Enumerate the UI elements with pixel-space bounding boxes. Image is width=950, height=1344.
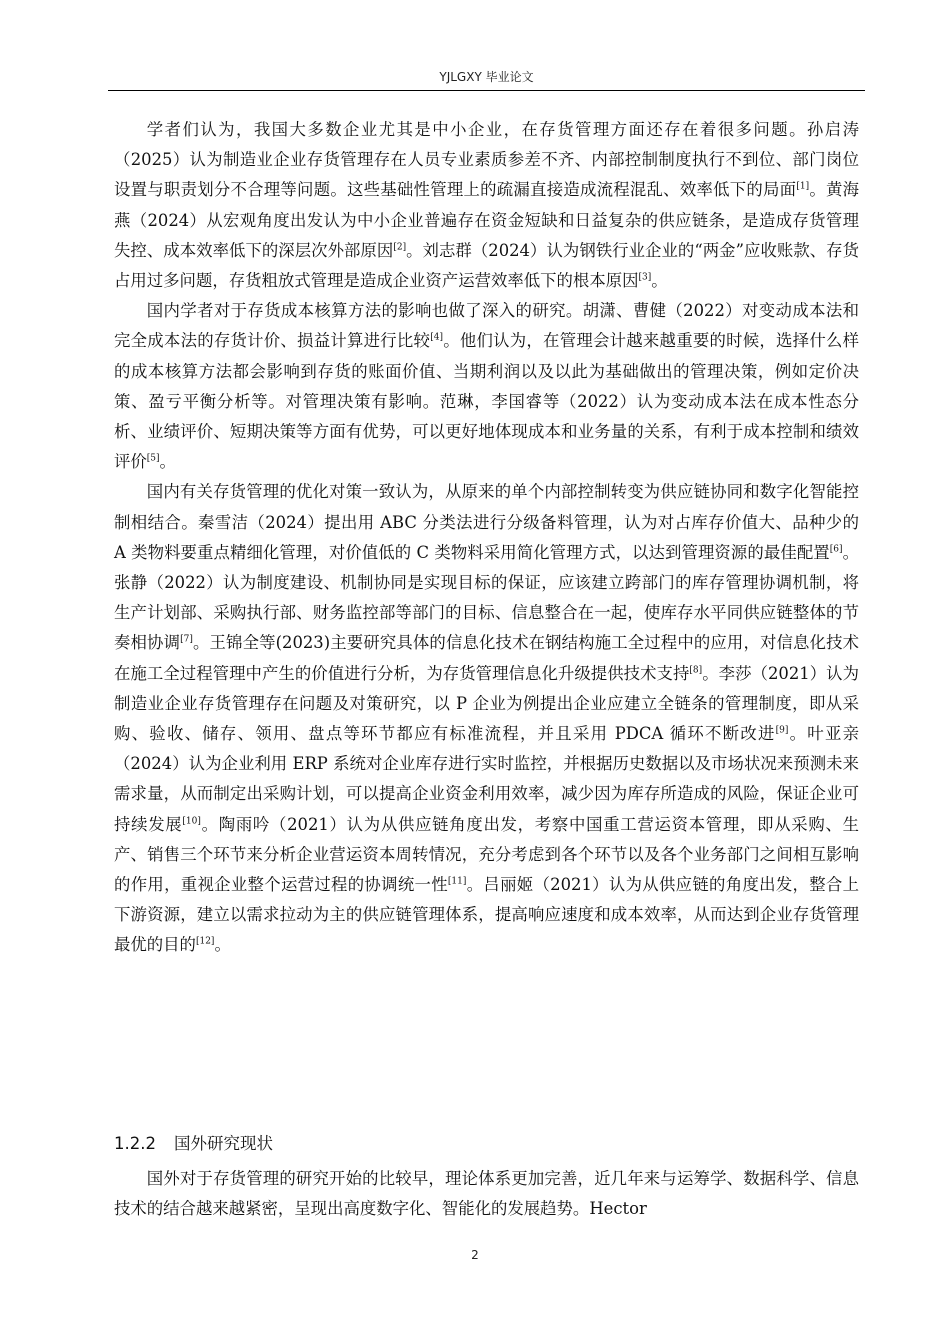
text-run: 。 [159, 452, 176, 472]
citation-marker: [4] [430, 332, 443, 343]
text-run: 。刘志群（2024）认为钢铁行业企业的“两金”应收账款、存货占用过多问题，存货粗放式管理是造成企业资产运营效率低下的根本原因 [114, 240, 859, 291]
text-run: 。叶亚亲（2024）认为企业利用 ERP 系统对企业库存进行实时监控，并根据历史数据以及市场状况来预测未来需求量，从而制定出采购计划，可以提高企业资金利用效率，减少因为库存所造成的风险，保证企业可持续发展 [114, 724, 859, 834]
citation-marker: [7] [180, 634, 193, 645]
paragraph [114, 296, 859, 477]
subsection-heading [114, 1130, 273, 1154]
paragraph: 国外对于存货管理的研究开始的比较早，理论体系更加完善，近几年来与运筹学、数据科学、信息技术的结合越来越紧密，呈现出高度数字化、智能化的发展趋势。Hector [114, 1169, 859, 1219]
subsection-title: 国外研究现状 [174, 1134, 273, 1153]
citation-marker: [10] [182, 816, 201, 827]
citation-marker: [3] [638, 272, 652, 283]
running-header: YJLGXY 毕业论文 [439, 70, 534, 84]
citation-marker: [5] [146, 453, 160, 464]
citation-marker: [6] [829, 544, 843, 555]
body-text-continued [114, 1164, 859, 1224]
text-run: 。陶雨吟（2021）认为从供应链角度出发，考察中国重工营运资本管理，即从采购、生产、销售三个环节来分析企业营运资本周转情况，充分考虑到各个环节以及各个业务部门之间相互影响的作用，重视企业整个运营过程的协调统一性 [114, 814, 860, 895]
header-rule [108, 90, 865, 91]
text-run: 国内学者对于存货成本核算方法的影响也做了深入的研究。胡潇、曹健（2022）对变动成本法和完全成本法的存货计价、损益计算进行比较 [114, 301, 859, 351]
subsection-number: 1.2.2 [114, 1134, 156, 1153]
citation-marker: [1] [796, 181, 810, 192]
text-run: 。他们认为，在管理会计越来越重要的时候，选择什么样的成本核算方法都会影响到存货的账面价值、当期利润以及以此为基础做出的管理决策，例如定价决策、盈亏平衡分析等。对管理决策有影响。范琳，李国睿等（2022）认为变动成本法在成本性态分析、业绩评价、短期决策等方面有优势，可以更好地体现成本和业务量的关系，有利于成本控制和绩效评价 [114, 331, 860, 472]
text-run: 。李莎（2021）认为制造业企业存货管理存在问题及对策研究，以 P 企业为例提出企业应建立全链条的管理制度，即从采购、验收、储存、领用、盘点等环节都应有标准流程，并且采用 PDCA 循环不断改进 [114, 663, 859, 744]
page-number: 2 [471, 1248, 479, 1262]
citation-marker: [11] [447, 876, 467, 887]
paragraph [114, 115, 859, 296]
paragraph [114, 477, 859, 960]
text-run: 。吕丽姬（2021）认为从供应链的角度出发，整合上下游资源，建立以需求拉动为主的供应链管理体系，提高响应速度和成本效率，从而达到企业存货管理最优的目的 [114, 875, 860, 955]
text-run: 。 [651, 271, 668, 291]
citation-marker: [8] [689, 665, 703, 676]
text-run: 国内有关存货管理的优化对策一致认为，从原来的单个内部控制转变为供应链协同和数字化智能控制相结合。秦雪洁（2024）提出用 ABC 分类法进行分级备料管理，认为对占库存价值大、品种少的 A 类物料要重点精细化管理，对价值低的 C 类物料采用简化管理方式，以达到管理资源的最佳配置 [114, 482, 859, 562]
text-run: 。 [214, 935, 231, 955]
text-run: 。张静（2022）认为制度建设、机制协同是实现目标的保证，应该建立跨部门的库存管理协调机制，将生产计划部、采购执行部、财务监控部等部门的目标、信息整合在一起，使库存水平同供应链整体的节奏相协调 [114, 542, 859, 653]
citation-marker: [12] [195, 937, 215, 948]
citation-marker: [9] [775, 725, 789, 736]
text-run: 。黄海燕（2024）从宏观角度出发认为中小企业普遍存在资金短缺和日益复杂的供应链条，是造成存货管理失控、成本效率低下的深层次外部原因 [114, 180, 860, 260]
text-run: 学者们认为，我国大多数企业尤其是中小企业，在存货管理方面还存在着很多问题。孙启涛（2025）认为制造业企业存货管理存在人员专业素质参差不齐、内部控制制度执行不到位、部门岗位设置与职责划分不合理等问题。这些基础性管理上的疏漏直接造成流程混乱、效率低下的局面 [114, 120, 859, 200]
text-run: 。王锦全等(2023)主要研究具体的信息化技术在钢结构施工全过程中的应用，对信息化技术在施工全过程管理中产生的价值进行分析，为存货管理信息化升级提供技术支持 [114, 633, 860, 683]
body-text [114, 115, 859, 961]
citation-marker: [2] [393, 242, 407, 253]
